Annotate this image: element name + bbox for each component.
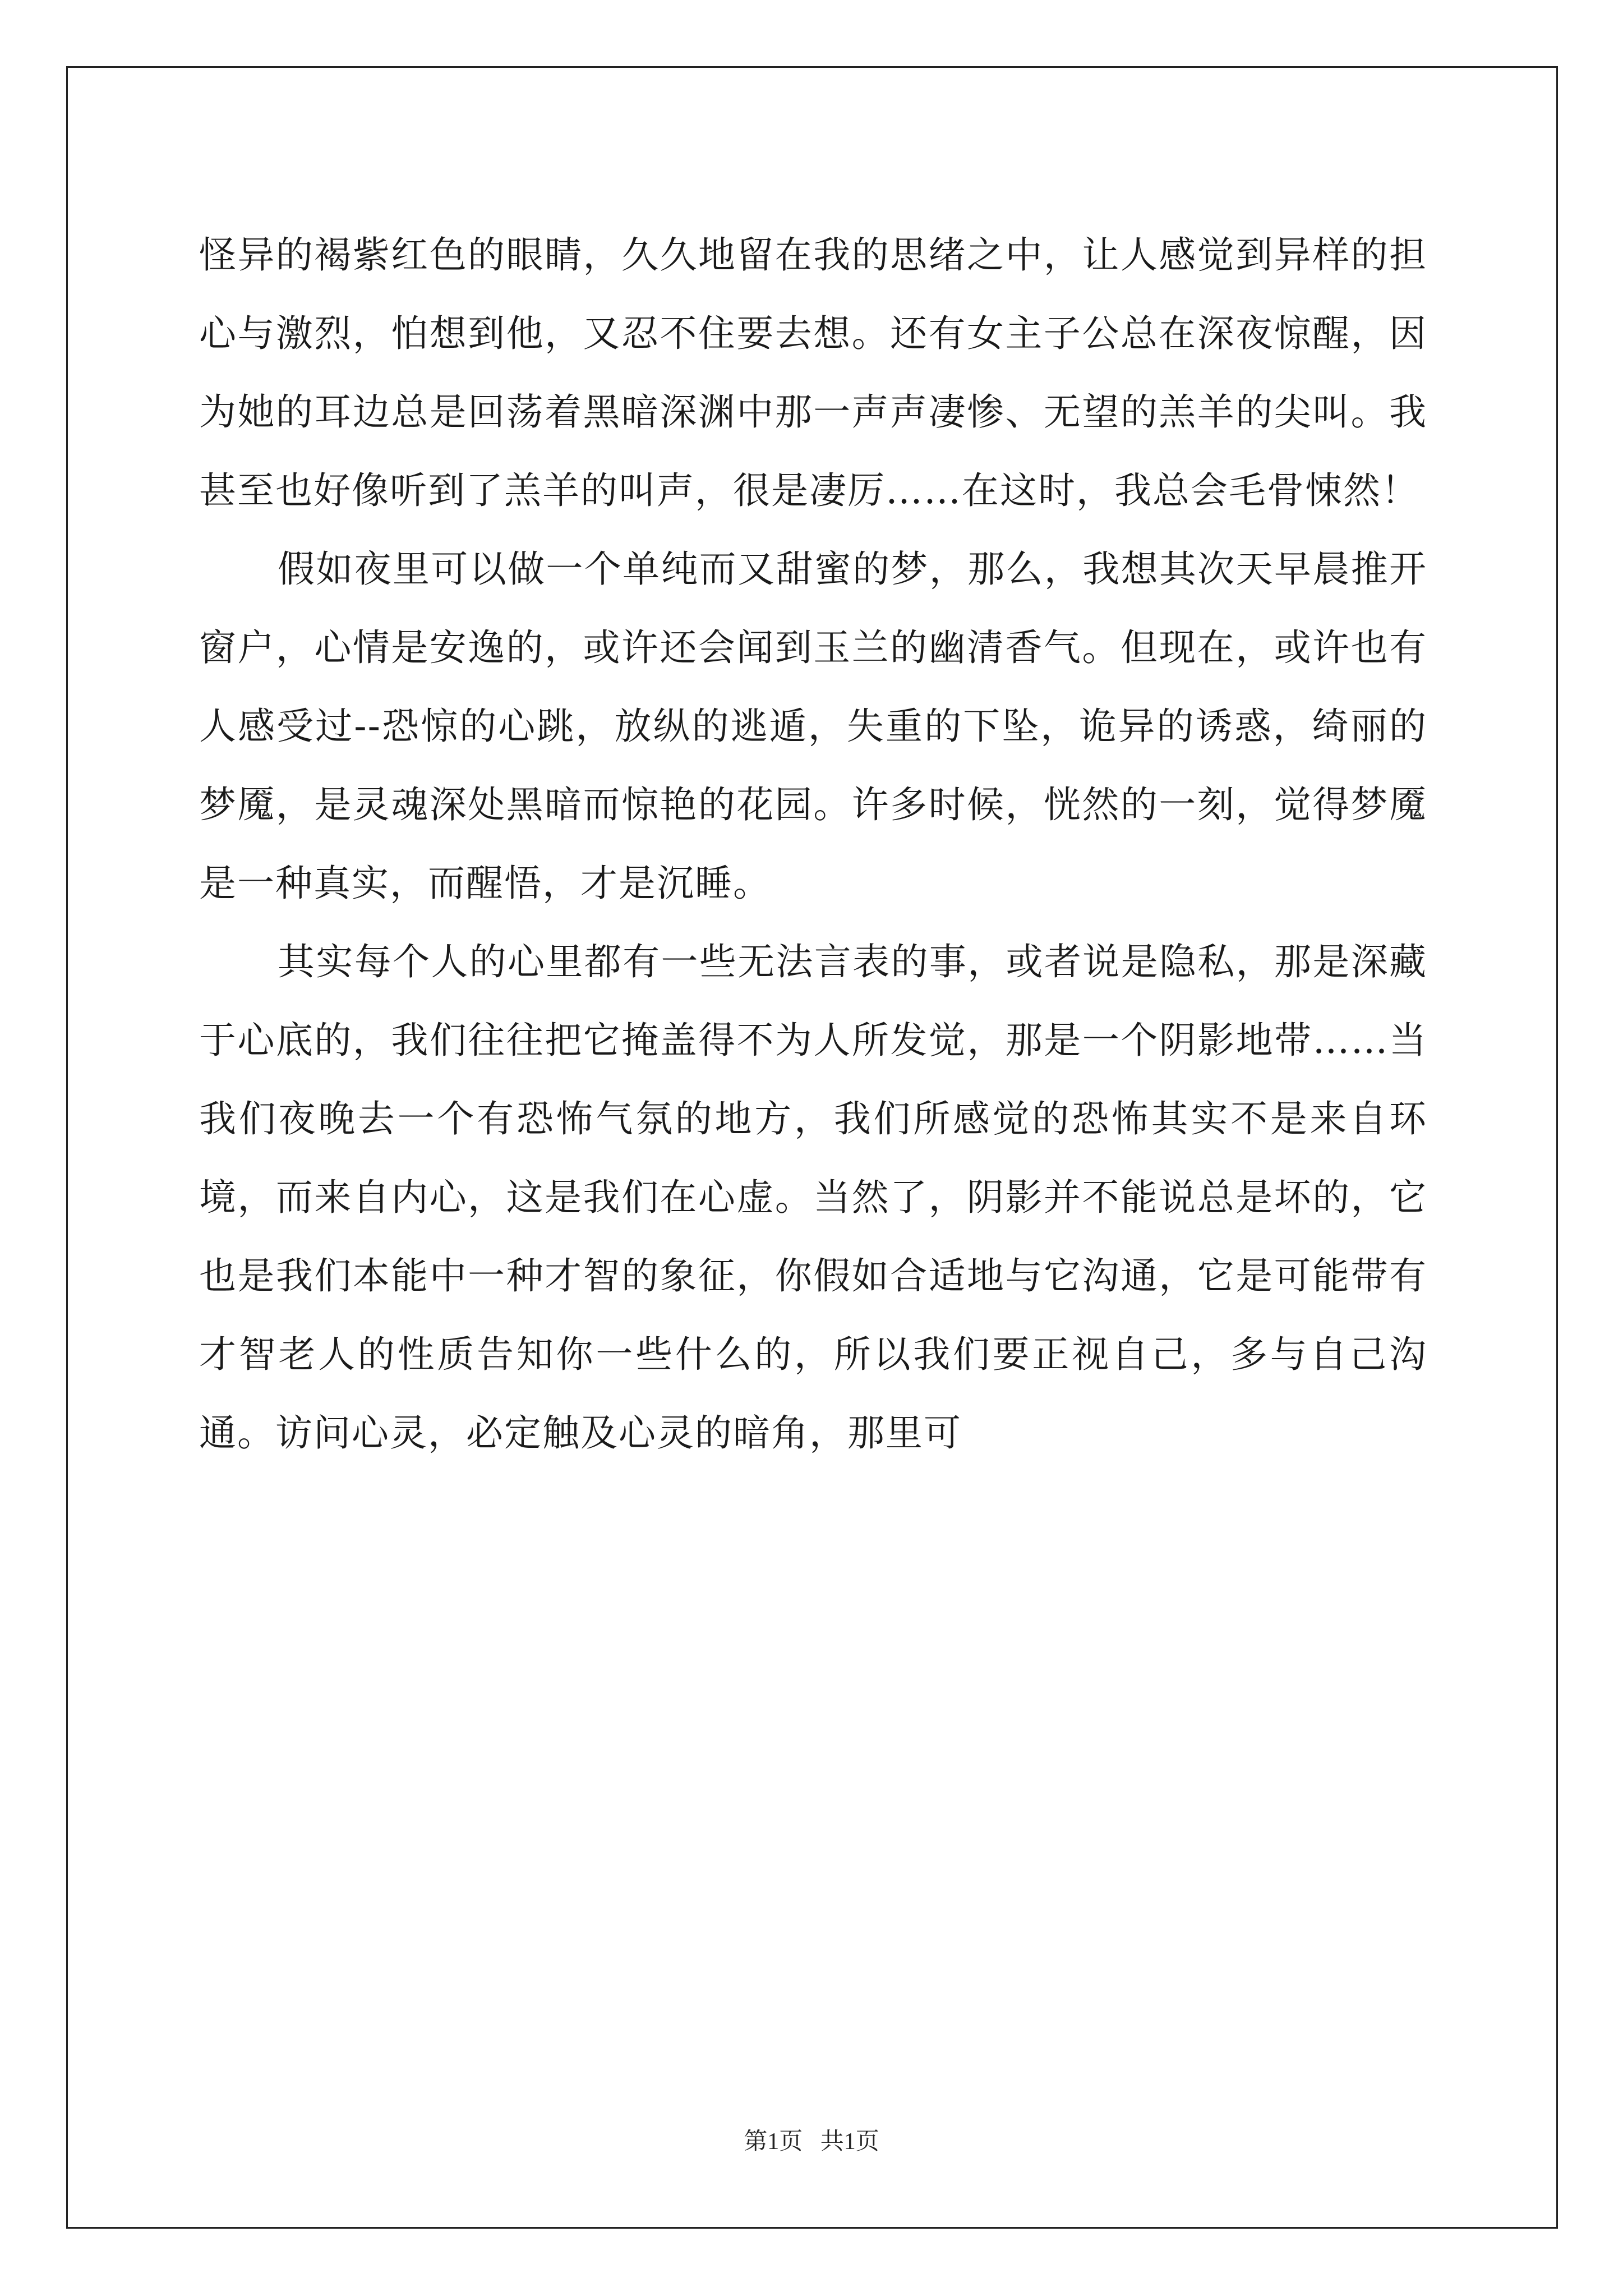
paragraph-3: 其实每个人的心里都有一些无法言表的事，或者说是隐私，那是深藏于心底的，我们往往把它掩盖得不为人所发觉，那是一个阴影地带……当我们夜晚去一个有恐怖气氛的地方，我们所感觉的恐怖其实不是来自环境，而来自内心，这是我们在心虚。当然了，阴影并不能说总是坏的，它也是我们本能中一种才智的象征，你假如合适地与它沟通，它是可能带有才智老人的性质告知你一些什么的，所以我们要正视自己，多与自己沟通。访问心灵，必定触及心灵的暗角，那里可 — [199, 940, 1427, 1455]
paragraph-1: 怪异的褐紫红色的眼睛，久久地留在我的思绪之中，让人感觉到异样的担心与激烈，怕想到他，又忍不住要去想。还有女主子公总在深夜惊醒，因为她的耳边总是回荡着黑暗深渊中那一声声凄惨、无望的羔羊的尖叫。我甚至也好像听到了羔羊的叫声，很是凄厉……在这时，我总会毛骨悚然！ — [199, 233, 1427, 512]
footer-spacer — [803, 2129, 820, 2155]
page-footer — [0, 2125, 1623, 2159]
page-total: 共1页 — [820, 2129, 879, 2155]
document-body — [199, 216, 1427, 1473]
page-number: 第1页 — [744, 2129, 803, 2155]
paragraph-2: 假如夜里可以做一个单纯而又甜蜜的梦，那么，我想其次天早晨推开窗户，心情是安逸的，或许还会闻到玉兰的幽清香气。但现在，或许也有人感受过--恐惊的心跳，放纵的逃遁，失重的下坠，诡异的诱惑，绮丽的梦魇，是灵魂深处黑暗而惊艳的花园。许多时候，恍然的一刻，觉得梦魇是一种真实，而醒悟，才是沉睡。 — [199, 547, 1427, 905]
